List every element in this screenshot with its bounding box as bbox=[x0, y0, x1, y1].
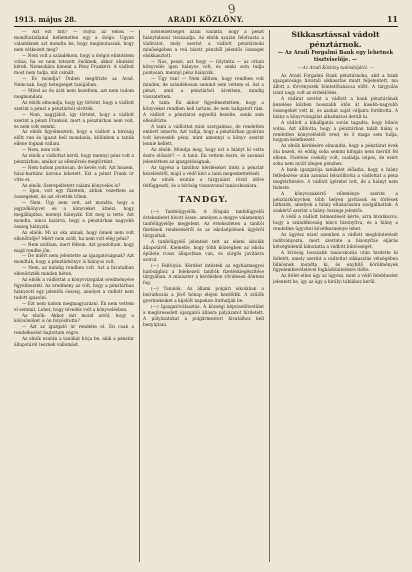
article-paragraph: A vádirat szerint a vádlott a bank pénztárának kezelése közben hosszabb időn át kisebb-nagyobb összegeket vett ki, és azokat saját céljaira fordította. A hiány a könyvvizsgálat alkalmával derült ki. bbox=[273, 97, 398, 120]
section-title: TANDGY. bbox=[178, 195, 229, 206]
article-paragraph: Az elnök: Szerepeltetett valami könyvelés is? bbox=[22, 183, 121, 189]
article-paragraph: (—) Tanulók. Az állami polgári iskolában a beiratkozás a jövő hónap elején kezdődik. A szülők gyermekeiket a kijelölt napokon írathatják be. bbox=[143, 287, 264, 305]
article-paragraph: Az elnök a vádlottat kérdi, hogy mennyi pénz volt a pénztárban, amikor az ellenőrzés megtörtént. bbox=[14, 154, 134, 165]
article-paragraph: Az elnök: Mi az oka annak, hogy önnek nem volt ellenőrzője? Miért nem szólt, ha nem volt elég pénz? bbox=[14, 230, 134, 242]
newspaper-title: ARADI KÖZLÖNY. bbox=[167, 15, 245, 24]
page-number: 11 bbox=[386, 14, 398, 24]
column-left bbox=[14, 30, 134, 562]
article-headline: Sikkasztással vádolt pénztárnok. bbox=[291, 30, 380, 49]
article-paragraph: — Azt ezt hitt? — folyta az elnök — mondhatatlanul kellemetlen egy a dolgo. Ugyan valamiknek azt mondta be, hogy megmutassak, hogy nem vétkezett meg? bbox=[14, 30, 134, 53]
article-paragraph: — Azt az igazgató úr rendelte el. Én csak a rendelkezést hajtottam végre. bbox=[14, 325, 134, 337]
article-paragraph: (—) Tanfelügyelők. A föispán tanfelügyelői értekezletet hívott össze, amelyen a megye valamennyi tanfelügyelője megjelent. Az értekezleten a tanítói fizetések rendezéséről és az iskolaépítések ügyéről tárgyaltak. bbox=[143, 210, 264, 240]
article-paragraph: A vádlott a kihallgatás során tagadta, hogy bűnös volna. Azt állította, hogy a pénztárban talált hiány a rendetlen könyvelésből ered, és ő maga sem tudja, hogyan keletkezett. bbox=[273, 120, 398, 144]
article-paragraph: — Nem. Úgy nem vett, azt mondta, hogy a jegyzőkönyvet és a könyveket átnézi, hogy megállapítsa, mennyi hiányzik. Ezt meg is tette. Azt mondta, nincs kizárva, hogy a pénztárban nagyobb összeg hiányzik. bbox=[14, 201, 134, 230]
column-divider bbox=[269, 30, 270, 562]
article-paragraph: — Nem, nagyjából, így történt, hogy a vádlott szerint a pénzt Frankok, mert a pénztárban nem volt, és nem volt semmi. bbox=[14, 112, 134, 130]
article-paragraph: (—) Felfolyás. Kérdést intéztek az egyházmegyei hatósághoz a felekezeti tanítók fizetéskiegészítése tárgyában. A miniszter a kérdésben rövidesen dönteni fog. bbox=[143, 263, 264, 287]
article-paragraph: — Nem, nem volt. bbox=[22, 148, 62, 154]
article-paragraph: Az elnök ezután a tárgyalást rövid időre felfüggeszti, és a bíróság visszavonul tanácskozásra. bbox=[143, 177, 264, 189]
article-paragraph: — És mondja? Önben megőrizte az Arad. Nemcsak, hogy betegséget tanújában. bbox=[14, 77, 134, 89]
article-paragraph: — Nem szóltam, mert féltem. Azt gondoltam, hogy majd rendbe jön. bbox=[14, 242, 134, 254]
article-paragraph: Az elnök: Mondja meg, hogy ezt a hiányt ki vette észre először? — A tanú: Én vettem észre, és azonnal jelentettem az igazgatóságnak. bbox=[143, 148, 264, 165]
article-paragraph: — Úgy van! — Nem állítom, hogy rendben volt minden, de szándékosan semmit sem vettem el. Azt a pénzt, amit a pénztárból kivettem, mindig visszatettem. bbox=[143, 77, 264, 100]
column-middle bbox=[143, 30, 264, 562]
article-paragraph: Az ügyész ezzel szemben a vádlott megbüntetését indítványozta, mert szerinte a bizonyítás eljárás kétségtelenül kimutatta a vádlott bűnösségét. bbox=[273, 232, 398, 250]
article-paragraph: — Nem, az mindig rendben volt. Azt a hivatalban ellenőrizték minden héten. bbox=[14, 266, 134, 278]
article-byline: — Az Aradi Közlöny tudósítójától. — bbox=[297, 65, 374, 70]
article-paragraph: A bíróság hosszabb tanácskozás után hirdette ki ítéletét, amely szerint a vádlottat sikkasztás vétségében bűnösnek mondta ki, és enyhítő körülmények figyelembevételével fogházbüntetésre ítélte. bbox=[273, 250, 398, 274]
article-paragraph: Az elnök elmondja, hogy így történt, hogy a vádlott szerint a pénzt a pénztárból elvitték. bbox=[14, 100, 134, 112]
article-paragraph: — De miért nem jelentette az igazgatóságnak? Azt mondták, hogy a pénztárkönyv is hiányos volt. bbox=[14, 254, 134, 266]
article-paragraph: — Igen, volt egy füzetem, abban vezettem az összegeket, de azt elvették tőlem. bbox=[14, 189, 134, 201]
article-paragraph: Az ítélet ellen úgy az ügyész, mint a védő felebbezést jelentett be, így az ügy a királyi táblához kerül. bbox=[273, 274, 398, 286]
article-paragraph: A bank igazgatója tanúként előadta, hogy a hiány felfedezése után azonnal felszólította a vádlottat a pénz megtérítésére. A vádlott ígéretet tett, de a hiányt nem fedezte. bbox=[273, 168, 398, 191]
article-paragraph: A könyvszakértő véleménye szerint a pénztárkönyvben több helyen javítások és törlések láthatók, amelyek a hiány eltakarására szolgálhattak. A szakértő szerint a hiány összege jelentős. bbox=[273, 191, 398, 215]
article-paragraph: Az Aradi Forgalmi Bank pénztárnoka, akit a bank igazgatósága hivatali sikkasztás miatt feljelentett, ma állott a törvényszék büntetőtanácsa előtt. A tárgyalás iránt nagy volt az érdeklődés. bbox=[273, 73, 398, 97]
education-news bbox=[143, 210, 264, 328]
article-paragraph: — Nem tudom pontosan, de kevés volt. Azt hiszem, húsz-harminc korona lehetett. Ezt a pénzt Frank úr vitte el. bbox=[14, 165, 134, 183]
column-right bbox=[273, 30, 398, 562]
article-paragraph: Az elnök: Akkor mit mond arról, hogy a kölcsönöket is ön folyósította? bbox=[14, 313, 134, 325]
article-paragraph: — Nos, pesze, azt hogy — folytatta — az ottani könyvelés igen hiányos volt, és senki sem tudja pontosan, mennyi pénz hiányzik. bbox=[143, 59, 264, 77]
article-paragraph: A tanfelügyelő jelentést tett az elemi iskolák állapotáról. Kiemelte, hogy több községben az iskola épülete rossz állapotban van, és sürgős javításra szorul. bbox=[143, 240, 264, 263]
article-paragraph: Az elnök ezután a tanúkat hívja be, akik a pénztár állapotáról tesznek vallomást. bbox=[14, 337, 134, 349]
article-body bbox=[273, 74, 398, 287]
article-paragraph: Az ügyész a tanúhoz kérdéseket intéz a pénztár kezeléséről, majd a védő kéri a tanú megeskettetését. bbox=[143, 165, 264, 177]
article-paragraph: — Mivel az ön árát nem kezeltem, azt nem tudom megmondani. bbox=[14, 89, 134, 100]
article-subheadline: — Az Aradi Forgalmi Bank egy lehetnek tisztviselője. — bbox=[277, 50, 394, 63]
article-paragraph: A tanú: Én akkor figyelmeztettem, hogy a könyveket rendben kell tartani, de nem hallgatott rám. A vádlott a pénztárat egyedül kezelte, senki sem ellenőrizte. bbox=[143, 100, 264, 124]
article-paragraph: kötelezettségét azzal vállalta, hogy a pénzt hiánytalanul visszaadja. Az elnök azután felolvasta a vádiratot, mely szerint a vádlott pénztárnoki minőségében a reá bízott pénzből jelentős összeget elsikkasztott. bbox=[143, 30, 264, 59]
article-paragraph: Az elnök a vádlottat a könyvvizsgálat eredményére figyelmezteti. Az eredmény az volt, hogy a pénztárban hiányzott egy jelentős összeg, amelyet a vádlott nem tudott igazolni. bbox=[14, 278, 134, 301]
article-paragraph: — Nem volt a szándékom, hogy a dolgot elintéztem volna; ha ez nem tetszett önöknek, akkor elnézést kérek. Nemsokára kiment a Pénz Frankért. A vádlott most nem tudja, mit csinált. bbox=[14, 53, 134, 77]
page-header bbox=[14, 12, 398, 27]
article-paragraph: — Ezt nem tudom megmagyarázni. Én nem vettem el semmit. Lehet, hogy tévedés volt a könyvelésben. bbox=[14, 301, 134, 313]
article-paragraph: (—) Igazgatóválasztás. A községi képviselőtestület a megüresedett igazgatói állásra pályázatot hirdetett. A pályázatokat a polgármesteri hivatalhoz kell benyújtani. bbox=[143, 304, 264, 328]
court-report-continued bbox=[143, 30, 264, 189]
article-paragraph: A tanú a vádlottat mint szorgalmas, de rendetlen embert ismerte. Azt vallja, hogy a pénztárban gyakran volt kevesebb pénz, mint amennyi a könyv szerint lennie kellett. bbox=[143, 124, 264, 148]
issue-date: 1913. május 28. bbox=[14, 15, 77, 24]
article-paragraph: Az elnök figyelmezteti, hogy a vádlott a bíróság előtt van és igazat kell mondania, különben a tanúk ellene fognak vallani. bbox=[14, 130, 134, 148]
article-paragraph: Az elnök kérdésére elmondta, hogy a pénztárat évek óta kezeli, és eddig soha semmi kifogás nem merült fel ellene. Fizetése csekély volt, családja népes, de ezért soha nem nyúlt idegen pénzhez. bbox=[273, 144, 398, 168]
handwritten-mark: 9 bbox=[227, 1, 237, 17]
column-divider bbox=[139, 30, 140, 562]
article-paragraph: A védő a vádlott felmentését kérte, arra hivatkozva, hogy a szándékosság nincs bizonyítva, és a hiány a rendetlen ügyvitel következménye lehet. bbox=[273, 215, 398, 233]
